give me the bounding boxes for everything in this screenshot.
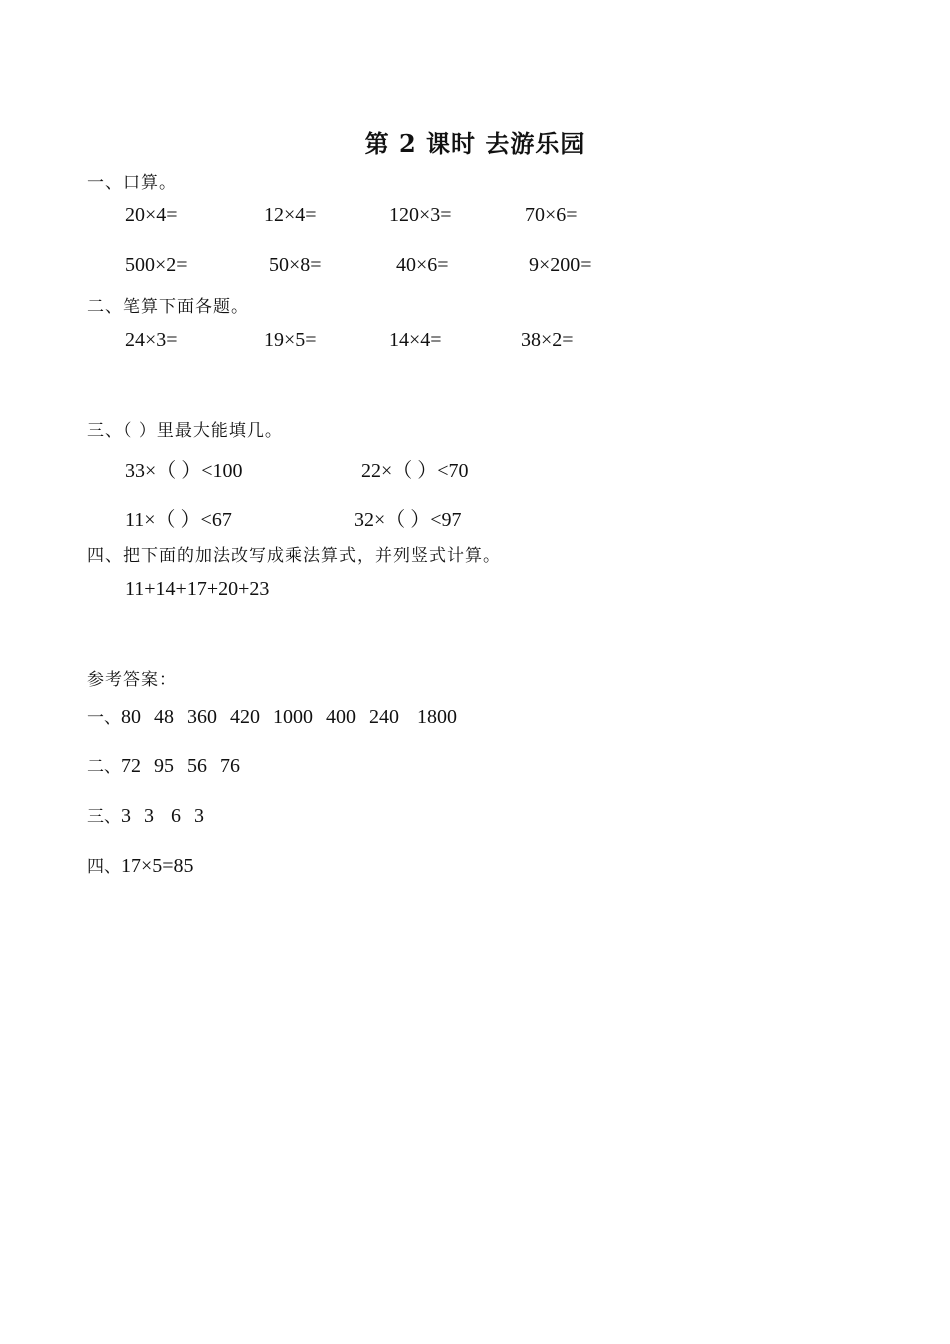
oral-calc-item: 40×6= bbox=[396, 254, 449, 276]
oral-calc-item: 9×200= bbox=[529, 254, 592, 276]
answer-value: 17×5=85 bbox=[121, 855, 194, 877]
addition-expression: 11+14+17+20+23 bbox=[125, 578, 270, 600]
answer-value: 3 bbox=[121, 805, 131, 827]
answer-row-4 bbox=[87, 852, 207, 878]
page-title: 第 2 课时 去游乐园 bbox=[364, 129, 586, 158]
section-2-heading: 二、笔算下面各题。 bbox=[87, 297, 249, 317]
answer-label: 四、 bbox=[87, 857, 121, 877]
answer-value: 400 bbox=[326, 706, 356, 728]
answer-value: 48 bbox=[154, 706, 174, 728]
fill-blank-item: 32×（ ）<97 bbox=[354, 509, 462, 531]
oral-calc-item: 12×4= bbox=[264, 204, 317, 226]
oral-calc-item: 50×8= bbox=[269, 254, 322, 276]
answers-heading: 参考答案： bbox=[87, 670, 177, 690]
fill-blank-item: 22×（ ）<70 bbox=[361, 460, 469, 482]
answer-value: 95 bbox=[154, 755, 174, 777]
answer-value: 72 bbox=[121, 755, 141, 777]
answer-value: 6 bbox=[171, 805, 181, 827]
answer-value: 360 bbox=[187, 706, 217, 728]
answer-value: 76 bbox=[220, 755, 240, 777]
fill-blank-item: 11×（ ）<67 bbox=[125, 509, 232, 531]
oral-calc-item: 20×4= bbox=[125, 204, 178, 226]
answer-label: 二、 bbox=[87, 757, 121, 777]
answer-value: 1800 bbox=[417, 706, 457, 728]
written-calc-item: 24×3= bbox=[125, 329, 178, 351]
answer-value: 56 bbox=[187, 755, 207, 777]
answer-value: 420 bbox=[230, 706, 260, 728]
answer-label: 一、 bbox=[87, 708, 121, 728]
answer-value: 3 bbox=[144, 805, 154, 827]
section-1-heading: 一、口算。 bbox=[87, 173, 177, 193]
written-calc-item: 38×2= bbox=[521, 329, 574, 351]
section-4-heading: 四、把下面的加法改写成乘法算式，并列竖式计算。 bbox=[87, 546, 501, 566]
oral-calc-item: 70×6= bbox=[525, 204, 578, 226]
section-3-heading: 三、（ ）里最大能填几。 bbox=[87, 421, 283, 441]
written-calc-item: 19×5= bbox=[264, 329, 317, 351]
answer-value: 1000 bbox=[273, 706, 313, 728]
answer-row-1 bbox=[87, 703, 470, 729]
fill-blank-item: 33×（ ）<100 bbox=[125, 460, 243, 482]
answer-row-3 bbox=[87, 802, 217, 828]
answer-label: 三、 bbox=[87, 807, 121, 827]
answer-row-2 bbox=[87, 752, 253, 778]
answer-value: 240 bbox=[369, 706, 399, 728]
written-calc-item: 14×4= bbox=[389, 329, 442, 351]
answer-value: 3 bbox=[194, 805, 204, 827]
oral-calc-item: 120×3= bbox=[389, 204, 452, 226]
oral-calc-item: 500×2= bbox=[125, 254, 188, 276]
answer-value: 80 bbox=[121, 706, 141, 728]
